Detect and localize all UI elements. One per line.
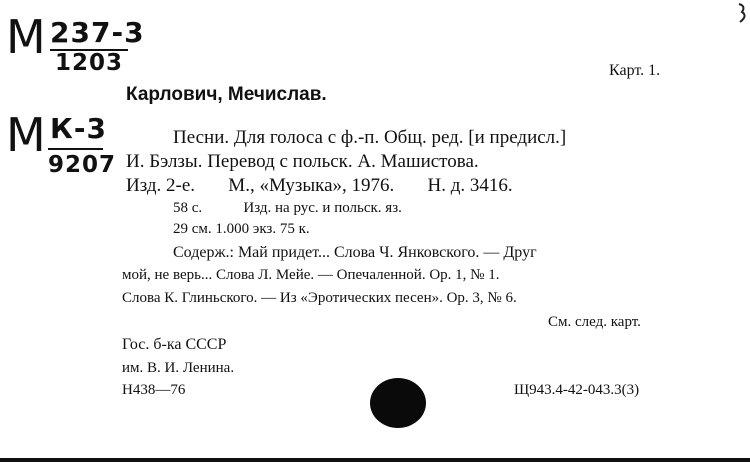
contents-line-3: Слова К. Глиньского. — Из «Эротических песен». Ор. 3, № 6. — [122, 290, 517, 306]
handwritten-underline-2 — [48, 148, 103, 150]
handwritten-number-1: 1203 — [55, 50, 124, 76]
title-line-3: Изд. 2-е. М., «Музыка», 1976. Н. д. 3416. — [126, 175, 513, 196]
handwritten-number-2: 9207 — [48, 152, 117, 178]
see-next-card: См. след. карт. — [548, 314, 641, 330]
library-name: Гос. б-ка СССР — [122, 336, 227, 353]
physical-description: 58 с. Изд. на рус. и польск. яз. — [173, 200, 402, 216]
card-number: Карт. 1. — [609, 62, 661, 79]
contents-line-2: мой, не верь... Слова Л. Мейе. — Опечаленной. Ор. 1, № 1. — [122, 267, 500, 283]
library-name-2: им. В. И. Ленина. — [122, 360, 235, 376]
title-line-2: И. Бэлзы. Перевод с польск. А. Машистова. — [126, 151, 479, 172]
contents-line-1: Содерж.: Май придет... Слова Ч. Янковского. — Друг — [173, 244, 537, 261]
corner-mark — [736, 0, 750, 30]
format-and-price: 29 см. 1.000 экз. 75 к. — [173, 221, 310, 237]
author-heading: Карлович, Мечислав. — [126, 84, 327, 105]
handwritten-mark-1: М — [6, 10, 47, 64]
handwritten-code-1: 237-3 — [50, 16, 145, 49]
handwritten-mark-2: М — [6, 108, 47, 162]
punch-hole — [370, 378, 426, 428]
handwritten-code-2: К-3 — [50, 112, 107, 145]
registration-number: Н438—76 — [122, 382, 186, 398]
classification-code: Щ943.4-42-043.3(3) — [514, 382, 640, 398]
card-bottom-edge — [0, 458, 750, 462]
title-line-1: Песни. Для голоса с ф.-п. Общ. ред. [и предисл.] — [173, 127, 567, 148]
